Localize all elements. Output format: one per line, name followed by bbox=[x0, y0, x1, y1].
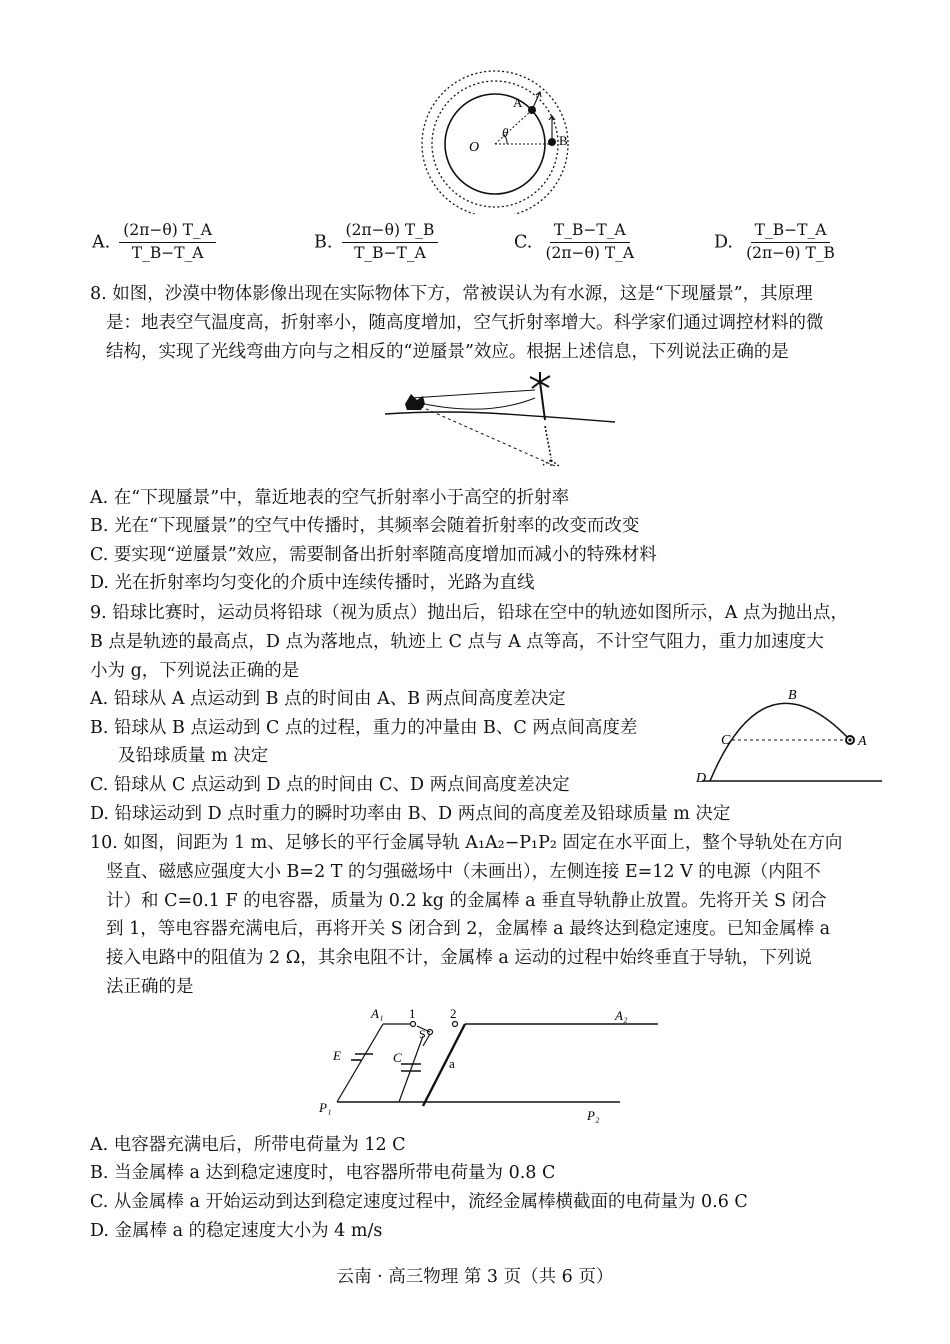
q7-a-num: (2π−θ) T_A bbox=[119, 222, 216, 243]
contact-2 bbox=[453, 1022, 458, 1027]
cap-wire bbox=[399, 1036, 423, 1102]
q9-option-b-cont: 及铅球质量 m 决定 bbox=[118, 746, 269, 766]
mirage-figure bbox=[385, 370, 625, 480]
q7-d-num: T_B−T_A bbox=[751, 222, 831, 243]
q10-stem-line-1: 10. 如图，间距为 1 m、足够长的平行金属导轨 A₁A₂−P₁P₂ 固定在水平面上，整个导轨处在方向 bbox=[90, 833, 843, 853]
q10-stem-line-4: 到 1，等电容器充满电后，再将开关 S 闭合到 2，金属棒 a 最终达到稳定速度。已知金属棒 a bbox=[106, 919, 831, 939]
q10-stem-line-6: 法正确的是 bbox=[106, 977, 194, 997]
q7-option-c: C. $\frac{T\_B-T\_A}{(2\pi-\theta) T\_A}$ bbox=[514, 222, 638, 263]
label-b: B bbox=[559, 133, 568, 148]
q7-d-den: (2π−θ) T_B bbox=[746, 243, 835, 262]
q9-stem-line-1: 9. 铅球比赛时，运动员将铅球（视为质点）抛出后，铅球在空中的轨迹如图所示，A 点为抛出点， bbox=[90, 603, 848, 623]
q9-stem-line-2: B 点是轨迹的最高点，D 点为落地点，轨迹上 C 点与 A 点等高，不计空气阻力，重力加速度大 bbox=[90, 632, 824, 652]
page-footer: 云南 · 高三物理 第 3 页（共 6 页） bbox=[336, 1267, 614, 1287]
ground-line bbox=[385, 412, 615, 422]
label-a: A bbox=[513, 95, 523, 110]
label-2: 2 bbox=[450, 1006, 457, 1021]
palm-trunk bbox=[540, 382, 545, 420]
q7-option-b: B. $\frac{(2\pi-\theta) T\_B}{T\_B-T\_A}$ bbox=[314, 222, 438, 263]
label-a2: A₂ bbox=[615, 1008, 628, 1023]
label-e: E bbox=[333, 1048, 341, 1063]
q8-stem-line-3: 结构，实现了光线弯曲方向与之相反的“逆蜃景”效应。根据上述信息，下列说法正确的是 bbox=[106, 342, 789, 362]
trajectory bbox=[710, 703, 850, 781]
q7-b-den: T_B−T_A bbox=[354, 243, 426, 262]
label-p2: P₂ bbox=[587, 1108, 600, 1123]
q9-stem-line-3: 小为 g，下列说法正确的是 bbox=[90, 661, 300, 681]
q10-option-b: B. 当金属棒 a 达到稳定速度时，电容器所带电荷量为 0.8 C bbox=[90, 1163, 556, 1183]
shot-ball-core bbox=[848, 738, 851, 741]
label-b: B bbox=[788, 688, 797, 703]
q10-stem-line-5: 接入电路中的阻值为 2 Ω，其余电阻不计，金属棒 a 运动的过程中始终垂直于导轨，下列说 bbox=[106, 948, 812, 968]
left-slant-wire bbox=[337, 1024, 383, 1102]
q9-option-c: C. 铅球从 C 点运动到 D 点的时间由 C、D 两点间高度差决定 bbox=[90, 775, 570, 795]
velocity-b-arrow bbox=[549, 116, 555, 142]
q7-option-a: A. $\frac{(2\pi-\theta) T\_A}{T\_B-T\_A}$ bbox=[92, 222, 216, 263]
q9-option-b: B. 铅球从 B 点运动到 C 点的过程，重力的冲量由 B、C 两点间高度差 bbox=[90, 718, 638, 738]
q8-option-c: C. 要实现“逆蜃景”效应，需要制备出折射率随高度增加而减小的特殊材料 bbox=[90, 545, 657, 565]
sight-line bbox=[411, 390, 535, 398]
label-1: 1 bbox=[409, 1006, 416, 1021]
label-d: D bbox=[696, 771, 707, 786]
q10-option-d: D. 金属棒 a 的稳定速度大小为 4 m/s bbox=[90, 1221, 383, 1241]
label-s: S bbox=[419, 1027, 426, 1041]
q8-stem-line-2: 是：地表空气温度高，折射率小，随高度增加，空气折射率增大。科学家们通过调控材料的微 bbox=[106, 313, 824, 333]
bent-ray bbox=[415, 398, 535, 409]
q8-option-d: D. 光在折射率均匀变化的介质中连续传播时，光路为直线 bbox=[90, 573, 535, 593]
q8-option-a: A. 在“下现蜃景”中，靠近地表的空气折射率小于高空的折射率 bbox=[90, 488, 570, 508]
label-o: O bbox=[469, 140, 480, 155]
orbit-figure bbox=[400, 62, 590, 214]
rail-circuit-figure bbox=[315, 1002, 665, 1127]
q7-c-num: T_B−T_A bbox=[550, 222, 630, 243]
contact-1 bbox=[411, 1022, 416, 1027]
radius-to-a bbox=[495, 110, 532, 144]
q7-option-d: D. $\frac{T\_B-T\_A}{(2\pi-\theta) T\_B}$ bbox=[714, 222, 839, 263]
q9-option-d: D. 铅球运动到 D 点时重力的瞬时功率由 B、D 两点间的高度差及铅球质量 m 决定 bbox=[90, 804, 731, 824]
q7-a-den: T_B−T_A bbox=[131, 243, 204, 262]
orbit-b bbox=[422, 71, 568, 214]
label-p1: P₁ bbox=[319, 1100, 332, 1115]
label-theta: θ bbox=[502, 125, 509, 140]
projectile-figure bbox=[690, 685, 890, 790]
q8-option-b: B. 光在“下现蜃景”的空气中传播时，其频率会随着折射率的改变而改变 bbox=[90, 516, 640, 536]
q8-stem-line-1: 8. 如图，沙漠中物体影像出现在实际物体下方，常被误认为有水源，这是“下现蜃景”，其原理 bbox=[90, 284, 813, 304]
q10-stem-line-3: 计）和 C=0.1 F 的电容器，质量为 0.2 kg 的金属棒 a 垂直导轨静止放置。先将开关 S 闭合 bbox=[106, 891, 827, 911]
palm-image-leaves bbox=[543, 460, 559, 468]
label-a: A bbox=[858, 734, 867, 749]
q7-options bbox=[92, 222, 892, 272]
q9-option-a: A. 铅球从 A 点运动到 B 点的时间由 A、B 两点间高度差决定 bbox=[90, 689, 566, 709]
label-c: C bbox=[721, 733, 731, 748]
label-a1: A₁ bbox=[371, 1006, 384, 1021]
q7-b-num: (2π−θ) T_B bbox=[342, 222, 439, 243]
label-rod-a: a bbox=[449, 1056, 455, 1071]
palm-image-trunk bbox=[545, 426, 551, 458]
q10-option-a: A. 电容器充满电后，所带电荷量为 12 C bbox=[90, 1135, 406, 1155]
q10-stem-line-2: 竖直、磁感应强度大小 B=2 T 的匀强磁场中（未画出），左侧连接 E=12 V 的电源（内阻不 bbox=[106, 862, 821, 882]
q10-option-c: C. 从金属棒 a 开始运动到达到稳定速度过程中，流经金属棒横截面的电荷量为 0.6 C bbox=[90, 1192, 748, 1212]
label-c: C bbox=[393, 1050, 402, 1065]
q7-c-den: (2π−θ) T_A bbox=[545, 243, 635, 262]
